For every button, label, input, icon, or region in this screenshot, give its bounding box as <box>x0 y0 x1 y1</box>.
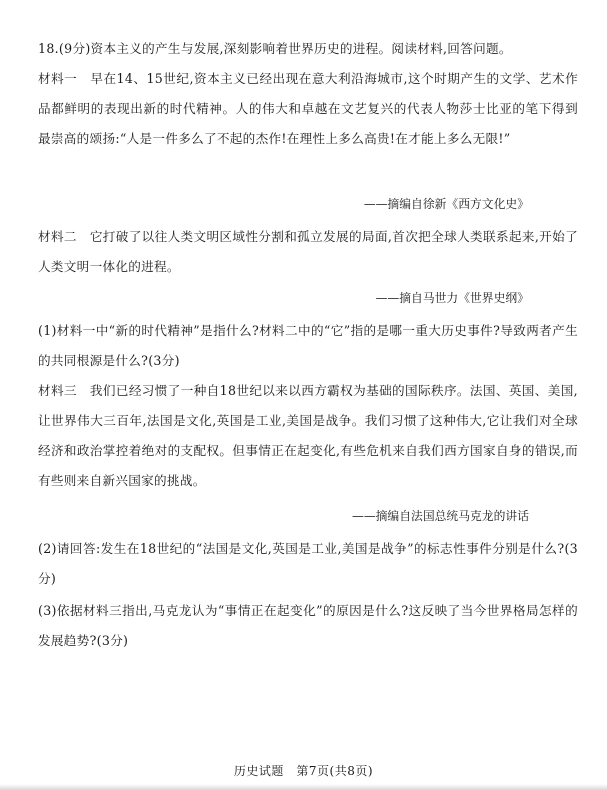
scan-edge-shadow <box>0 784 607 790</box>
material-1: 材料一 早在14、15世纪,资本主义已经出现在意大利沿海城市,这个时期产生的文学、艺术作品都鲜明的表现出新的时代精神。人的伟大和卓越在文艺复兴的代表人物莎士比亚的笔下得到最崇高的颂扬:“人是一件多么了不起的杰作!在理性上多么高贵!在才能上多么无限!” <box>38 71 578 146</box>
question-intro: 18.(9分)资本主义的产生与发展,深刻影响着世界历史的进程。阅读材料,回答问题。 <box>38 41 512 56</box>
sub-question-3: (3)依据材料三指出,马克龙认为“事情正在起变化”的原因是什么?这反映了当今世界格局怎样的发展趋势?(3分) <box>38 603 578 648</box>
page-footer: 历史试题 第7页(共8页) <box>233 764 374 778</box>
material-2: 材料二 它打破了以往人类文明区域性分割和孤立发展的局面,首次把全球人类联系起来,开始了人类文明一体化的进程。 <box>38 229 578 274</box>
material-3: 材料三 我们已经习惯了一种自18世纪以来以西方霸权为基础的国际秩序。法国、英国、美国,让世界伟大三百年,法国是文化,英国是工业,美国是战争。我们习惯了这种伟大,它让我们对全球经济和政治掌控着绝对的支配权。但事情正在起变化,有些危机来自我们西方国家自身的错误,而有些则来自新兴国家的挑战。 <box>38 383 578 488</box>
material-2-source: ——摘自马世力《世界史纲》 <box>375 291 529 305</box>
material-1-source: ——摘编自徐新《西方文化史》 <box>363 197 529 211</box>
sub-question-1: (1)材料一中“新的时代精神”是指什么?材料二中的“它”指的是哪一重大历史事件?导致两者产生的共同根源是什么?(3分) <box>38 323 578 368</box>
material-3-source: ——摘编自法国总统马克龙的讲话 <box>352 509 529 523</box>
sub-question-2: (2)请回答:发生在18世纪的“法国是文化,英国是工业,美国是战争”的标志性事件分别是什么?(3分) <box>38 541 578 586</box>
